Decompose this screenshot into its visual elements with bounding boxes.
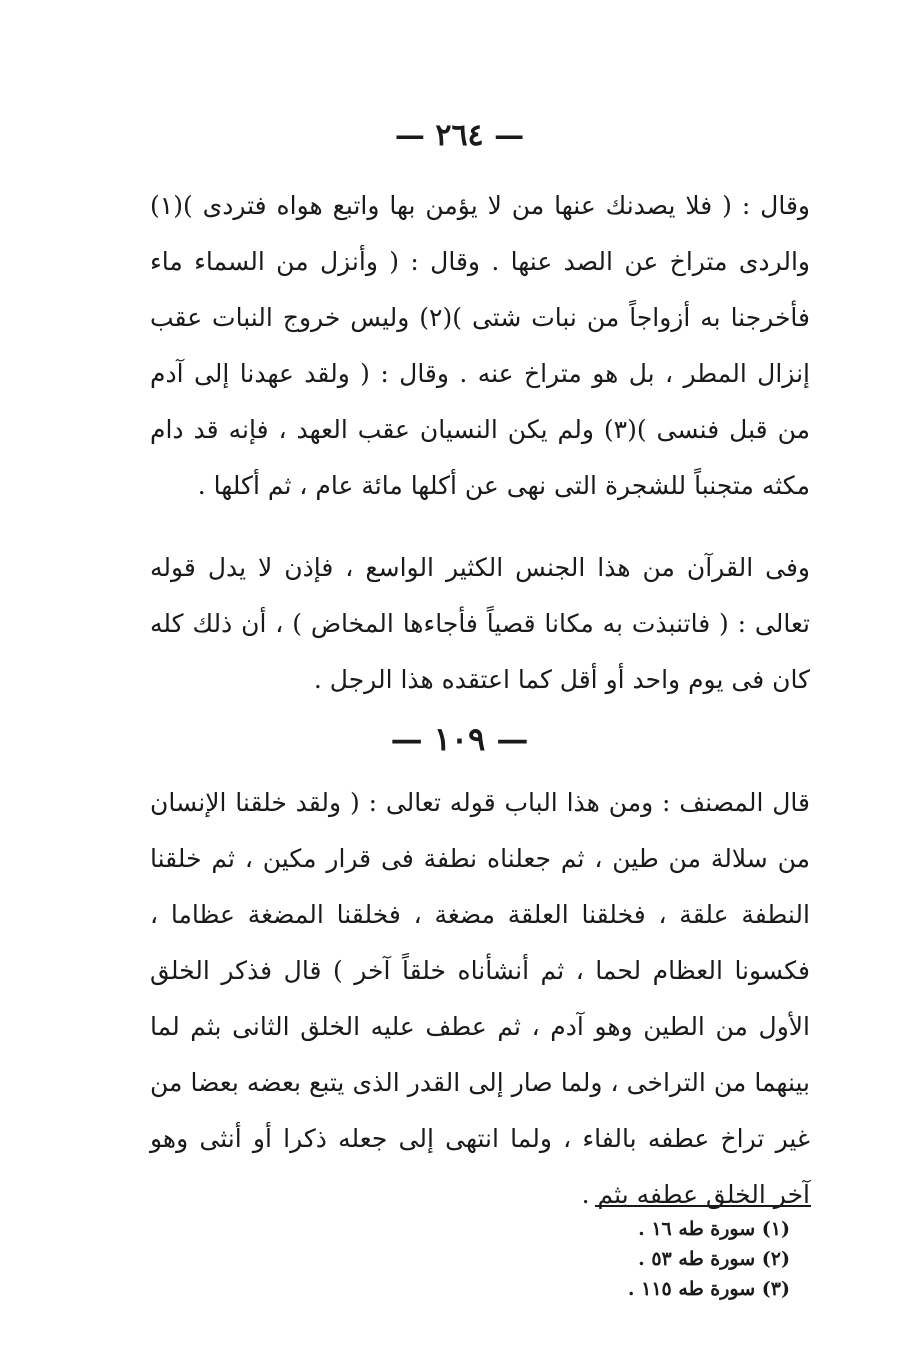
footnote-item: (١) سورة طه ١٦ . xyxy=(638,1218,790,1240)
section-number: — ١٠٩ — xyxy=(390,720,529,758)
footnote-item: (٢) سورة طه ٥٣ . xyxy=(638,1248,790,1270)
footnote-divider xyxy=(595,1205,811,1207)
paragraph: وقال : ( فلا يصدنك عنها من لا يؤمن بها واتبع هواه فتردى )(١) والردى متراخ عن الصد عنها . وقال : ( وأنزل من السماء ماء فأخرجنا به أزواجاً من نبات شتى )(٢) وليس خروج النبات عقب إنزال المطر ، بل هو متراخ عنه . وقال : ( ولقد عهدنا إلى آدم من قبل فنسى )(٣) ولم يكن النسيان عقب العهد ، فإنه قد دام مكثه متجنباً للشجرة التى نهى عن أكلها مائة عام ، ثم أكلها . xyxy=(150,191,810,500)
body-text-top xyxy=(150,178,810,514)
footnote-item: (٣) سورة طه ١١٥ . xyxy=(627,1278,790,1300)
page-number: — ٢٦٤ — xyxy=(394,118,525,153)
paragraph: وفى القرآن من هذا الجنس الكثير الواسع ، فإذن لا يدل قوله تعالى : ( فاتنبذت به مكانا قصياً فأجاءها المخاض ) ، أن ذلك كله كان فى يوم واحد أو أقل كما اعتقده هذا الرجل . xyxy=(150,553,810,694)
body-text-middle xyxy=(150,540,810,708)
paragraph: قال المصنف : ومن هذا الباب قوله تعالى : ( ولقد خلقنا الإنسان من سلالة من طين ، ثم جعلناه نطفة فى قرار مكين ، ثم خلقنا النطفة علقة ، فخلقنا العلقة مضغة ، فخلقنا المضغة عظاما ، فكسونا العظام لحما ، ثم أنشأناه خلقاً آخر ) قال فذكر الخلق الأول من الطين وهو آدم ، ثم عطف عليه الخلق الثانى بثم لما بينهما من التراخى ، ولما صار إلى القدر الذى يتبع بعضه بعضا من غير تراخ عطفه بالفاء ، ولما انتهى إلى جعله ذكرا أو أنثى وهو آخر الخلق عطفه بثم . xyxy=(150,788,810,1209)
body-text-bottom xyxy=(150,775,810,1223)
footnotes xyxy=(500,1214,790,1304)
